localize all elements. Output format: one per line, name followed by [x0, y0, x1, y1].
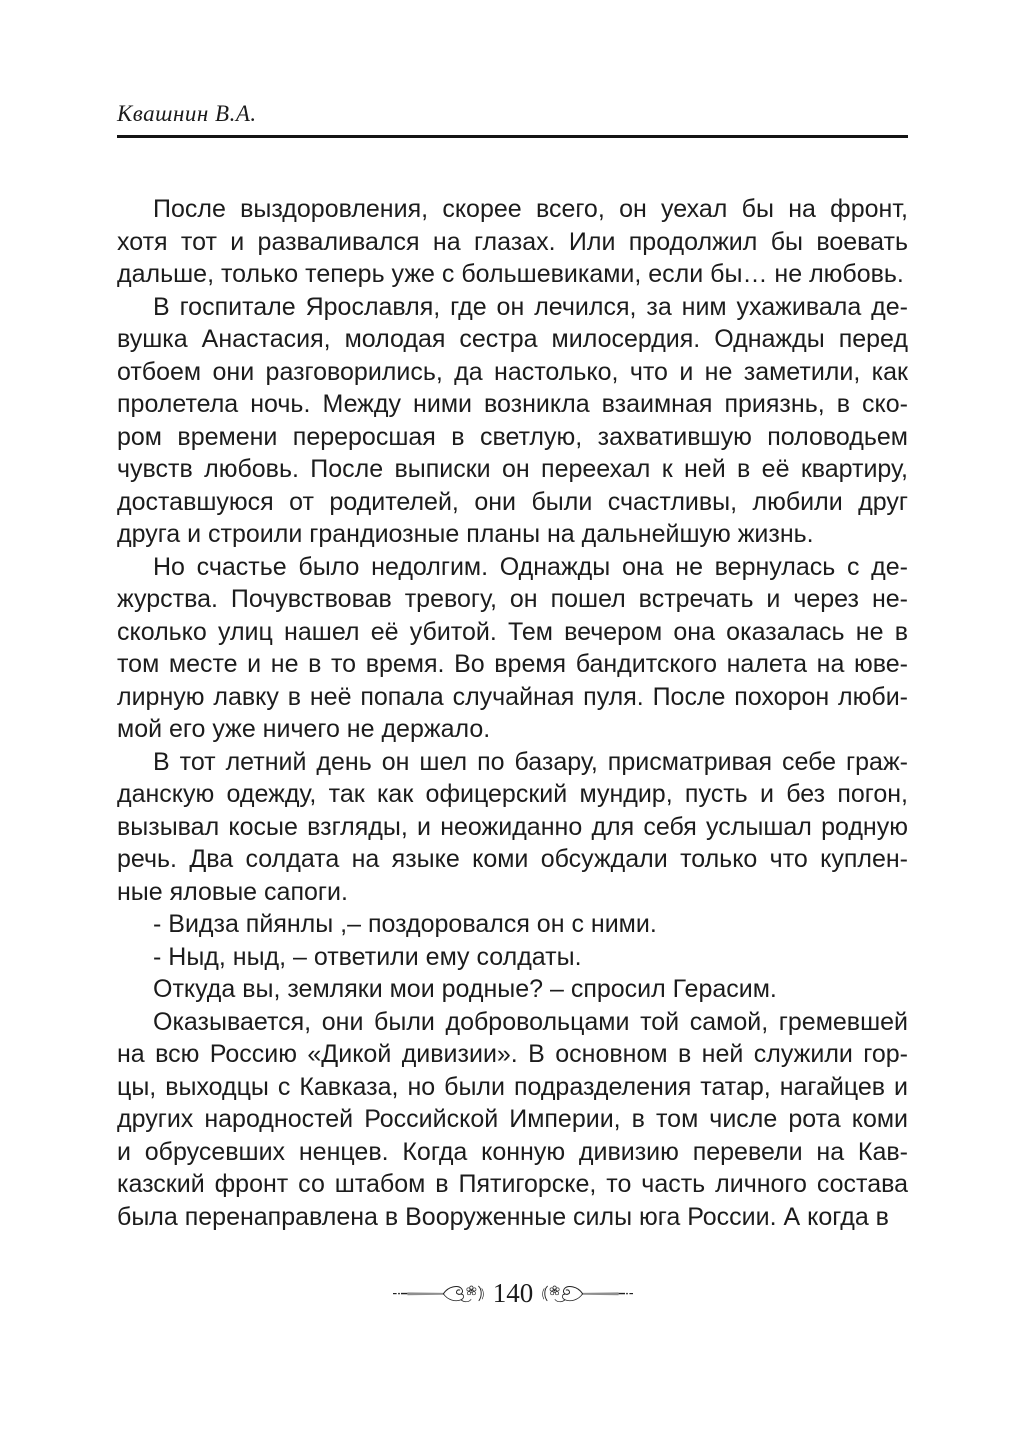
text-line: пролетела ночь. Между ними возникла взаимная приязнь, в ско- — [117, 390, 908, 418]
paragraph — [117, 551, 908, 746]
text-line: других народностей Российской Империи, в том числе рота коми — [117, 1105, 908, 1133]
text-line: вызывал косые взгляды, и неожиданно для себя услышал родную — [117, 812, 908, 841]
text-line: цы, выходцы с Кавказа, но были подразделения татар, нагайцев и — [117, 1072, 908, 1101]
text-line: и обрусевших ненцев. Когда конную дивизию перевели на Кав- — [117, 1137, 908, 1166]
text-line: - Ныд, ныд, – ответили ему солдаты. — [153, 942, 582, 971]
text-line: том месте и не в то время. Во время бандитского налета на юве- — [117, 650, 908, 678]
text-line: друга и строили грандиозные планы на дальнейшую жизнь. — [117, 520, 814, 548]
rosette-flower-icon — [550, 1286, 559, 1295]
rosette-flower-icon — [467, 1286, 476, 1295]
body-text — [117, 193, 908, 1233]
paragraph — [117, 908, 908, 941]
text-line: В госпитале Ярославля, где он лечился, за ним ухаживала де- — [153, 292, 908, 321]
text-line: журства. Почувствовав тревогу, он пошел встречать и через не- — [117, 585, 908, 613]
text-line: отбоем они разговорились, да настолько, что и не заметили, как — [117, 357, 908, 386]
paragraph — [117, 193, 908, 291]
header-rule — [117, 135, 908, 138]
text-line: Оказывается, они были добровольцами той самой, гремевшей — [153, 1007, 908, 1036]
text-line: казский фронт со штабом в Пятигорске, то часть личного состава — [117, 1170, 908, 1198]
text-line: Откуда вы, земляки мои родные? – спросил Герасим. — [153, 975, 777, 1003]
paragraph — [117, 973, 908, 1006]
paragraph — [117, 1006, 908, 1234]
page-number: 140 — [492, 1278, 534, 1308]
text-line: хотя тот и разваливался на глазах. Или продолжил бы воевать — [117, 227, 908, 256]
author-running-head: Квашнин В.А. — [117, 101, 257, 126]
text-line: данскую одежду, так как офицерский мундир, пусть и без погон, — [117, 780, 908, 808]
text-line: речь. Два солдата на языке коми обсуждали только что куплен- — [117, 845, 908, 873]
text-line: мой его уже ничего не держало. — [117, 715, 491, 743]
text-line: сколько улиц нашел её убитой. Тем вечером она оказалась не в — [117, 617, 908, 646]
text-line: ные яловые сапоги. — [117, 877, 348, 906]
text-line: - Видза пйянлы ,– поздоровался он с ними. — [153, 910, 657, 938]
footer-ornament-right — [541, 1283, 633, 1305]
text-line: на всю Россию «Дикой дивизии». В основном в ней служили гор- — [117, 1040, 908, 1068]
page-header — [117, 101, 908, 138]
text-line: доставшуюся от родителей, они были счастливы, любили друг — [117, 487, 908, 516]
text-line: чувств любовь. После выписки он переехал к ней в её квартиру, — [117, 455, 908, 483]
text-line: дальше, только теперь уже с большевиками, если бы… не любовь. — [117, 260, 904, 288]
paragraph — [117, 746, 908, 909]
paragraph — [117, 291, 908, 551]
page-footer — [0, 1280, 1026, 1307]
paragraph — [117, 941, 908, 974]
text-line: Но счастье было недолгим. Однажды она не вернулась с де- — [153, 552, 908, 581]
text-line: После выздоровления, скорее всего, он уехал бы на фронт, — [153, 195, 908, 223]
text-line: ром времени переросшая в светлую, захватившую половодьем — [117, 422, 908, 451]
footer-ornament-left — [393, 1283, 485, 1305]
text-line: была перенаправлена в Вооруженные силы юга России. А когда в — [117, 1202, 889, 1231]
text-line: вушка Анастасия, молодая сестра милосердия. Однажды перед — [117, 325, 908, 353]
text-line: лирную лавку в неё попала случайная пуля. После похорон люби- — [117, 682, 908, 711]
text-line: В тот летний день он шел по базару, присматривая себе граж- — [153, 747, 908, 776]
